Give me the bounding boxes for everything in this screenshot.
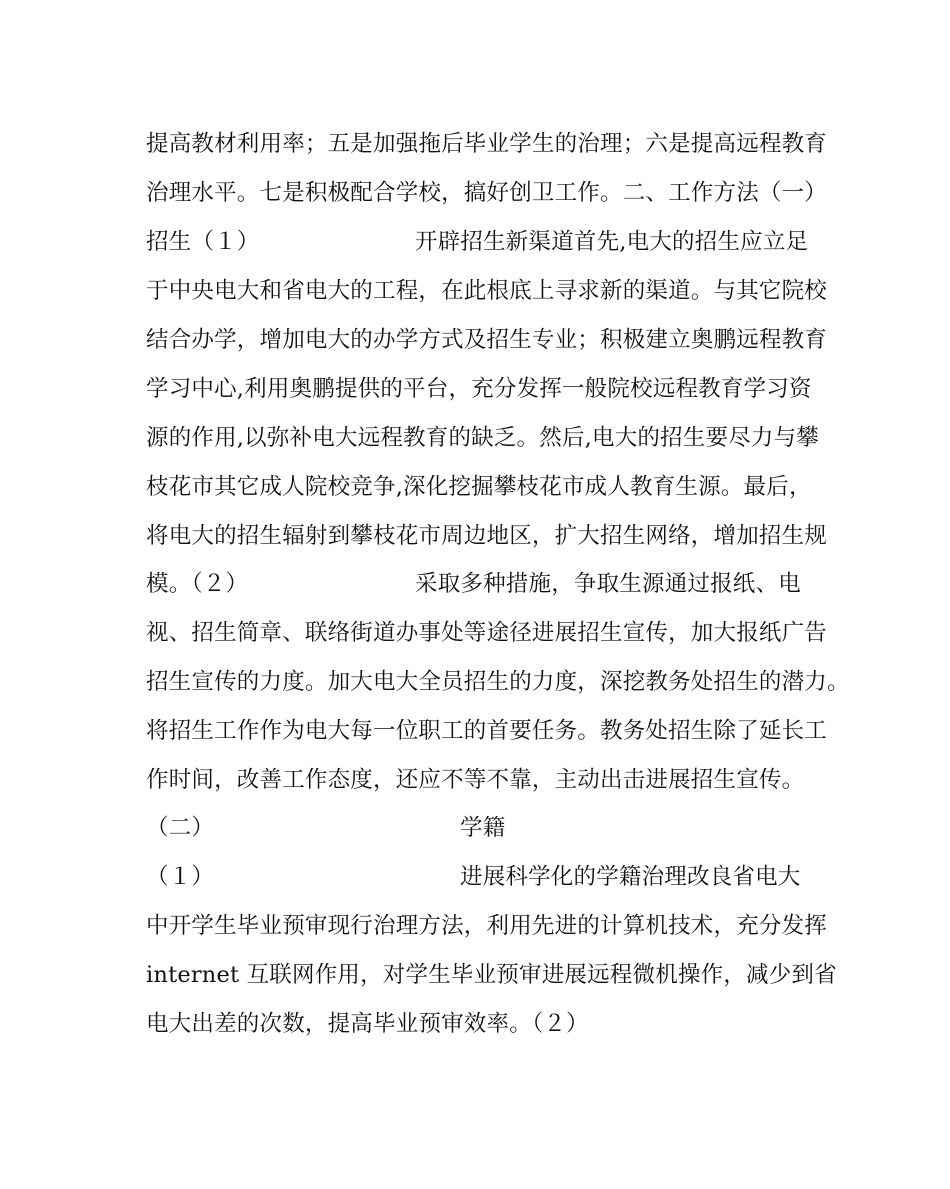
text-segment: 招生（１）	[146, 229, 260, 255]
text-segment: 将电大的招生辐射到攀枝花市周边地区，扩大招生网络，增加招生规	[146, 523, 828, 549]
text-segment: 将招生工作作为电大每一位职工的首要任务。教务处招生除了延长工	[146, 718, 828, 744]
text-segment: 进展科学化的学籍治理改良省电大	[460, 864, 801, 890]
text-segment: 源的作用,以弥补电大远程教育的缺乏。然后,电大的招生要尽力与攀	[146, 425, 820, 451]
section-number: （二）	[146, 815, 215, 841]
text-segment: 采取多种措施，争取生源通过报纸、电	[415, 571, 801, 597]
text-segment: 于中央电大和省电大的工程，在此根底上寻求新的渠道。与其它院校	[146, 278, 828, 304]
text-segment: （１）	[146, 864, 215, 890]
text-segment: 枝花市其它成人院校竞争,深化挖掘攀枝花市成人教育生源。最后，	[146, 474, 812, 500]
text-segment: 电大出差的次数，提高毕业预审效率。（２）	[146, 1011, 589, 1037]
text-segment: 模。（２）	[146, 571, 249, 597]
section-title: 学籍	[460, 815, 506, 841]
text-segment: 视、招生简章、联络街道办事处等途径进展招生宣传，加大报纸广告	[146, 620, 828, 646]
text-segment: 招生宣传的力度。加大电大全员招生的力度，深挖教务处招生的潜力。	[146, 669, 850, 695]
text-segment: 开辟招生新渠道首先,电大的招生应立足	[415, 229, 809, 255]
text-segment: 治理水平。七是积极配合学校，搞好创卫工作。二、工作方法（一）	[146, 180, 828, 206]
text-segment: 学习中心,利用奥鹏提供的平台，充分发挥一般院校远程教育学习资	[146, 376, 812, 402]
text-segment: 提高教材利用率；五是加强拖后毕业学生的治理；六是提高远程教育	[146, 131, 828, 157]
text-segment: internet 互联网作用，对学生毕业预审进展远程微机操作，减少到省	[146, 962, 837, 988]
text-segment: 中开学生毕业预审现行治理方法，利用先进的计算机技术，充分发挥	[146, 913, 828, 939]
text-segment: 结合办学，增加电大的办学方式及招生专业；积极建立奥鹏远程教育	[146, 327, 828, 353]
text-segment: 作时间，改善工作态度，还应不等不靠，主动出击进展招生宣传。	[146, 767, 805, 793]
